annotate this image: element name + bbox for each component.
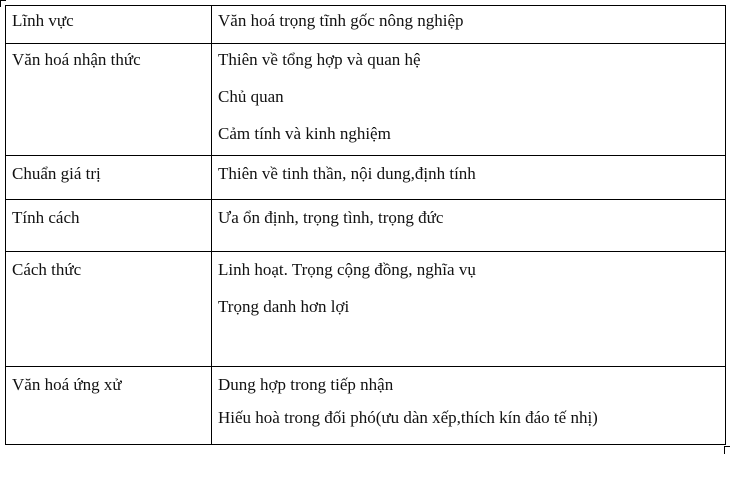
row-value — [212, 252, 726, 367]
row-label: Chuẩn giá trị — [6, 156, 212, 200]
value-line: Ưa ổn định, trọng tình, trọng đức — [218, 208, 444, 227]
table-row — [6, 44, 726, 156]
page-corner-mark-bottom-right — [724, 446, 730, 454]
table-row — [6, 252, 726, 367]
row-value — [212, 44, 726, 156]
comparison-table — [5, 5, 726, 445]
table-row — [6, 6, 726, 44]
row-label: Cách thức — [6, 252, 212, 367]
row-value — [212, 156, 726, 200]
row-label: Văn hoá ứng xử — [6, 367, 212, 445]
value-line: Trọng danh hơn lợi — [218, 297, 350, 316]
row-value — [212, 200, 726, 252]
row-value — [212, 6, 726, 44]
row-label: Văn hoá nhận thức — [6, 44, 212, 156]
value-line: Linh hoạt. Trọng cộng đồng, nghĩa vụ — [218, 260, 476, 279]
table-row — [6, 156, 726, 200]
row-value — [212, 367, 726, 445]
value-line: Dung hợp trong tiếp nhận — [218, 375, 394, 394]
value-line: Cảm tính và kinh nghiệm — [218, 124, 391, 143]
value-line: Chủ quan — [218, 87, 284, 106]
value-line: Thiên về tổng hợp và quan hệ — [218, 50, 421, 69]
value-line: Văn hoá trọng tĩnh gốc nông nghiệp — [218, 11, 464, 30]
value-line: Thiên về tinh thần, nội dung,định tính — [218, 164, 476, 183]
row-label: Tính cách — [6, 200, 212, 252]
value-line: Hiếu hoà trong đối phó(ưu dàn xếp,thích kín đáo tế nhị) — [218, 408, 598, 427]
table-row — [6, 367, 726, 445]
row-label: Lĩnh vực — [6, 6, 212, 44]
table-row — [6, 200, 726, 252]
